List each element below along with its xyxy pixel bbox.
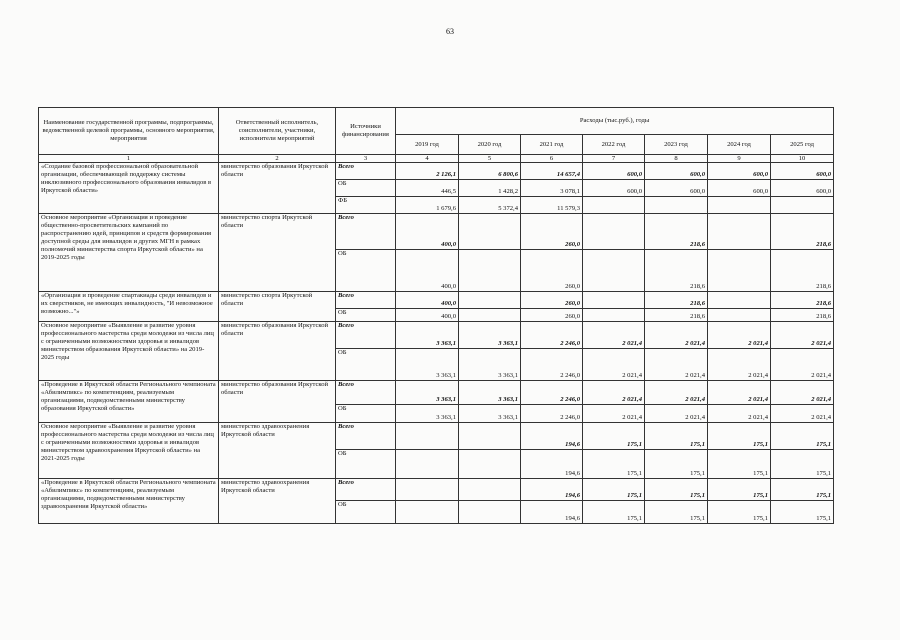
expense-value: 175,1 [771, 501, 834, 524]
expense-value: 3 363,1 [459, 381, 521, 405]
expense-value [459, 250, 521, 292]
expense-value: 260,0 [521, 214, 583, 250]
funding-source: ОБ [336, 501, 396, 524]
expense-value: 218,6 [645, 214, 708, 250]
expense-value: 2 021,4 [645, 322, 708, 349]
expense-value [459, 423, 521, 450]
measure-name: Основное мероприятие «Организация и проведение общественно-просветительских кампаний по распространению идей, принципов и средств формирования доступной среды для инвалидов и других МГН в рамках полномочий министерства спорта Иркутской области» на 2019-2025 годы [39, 214, 219, 292]
year-header: 2023 год [645, 135, 708, 155]
expense-value: 175,1 [708, 501, 771, 524]
funding-source: ОБ [336, 405, 396, 423]
expense-value [459, 309, 521, 322]
expense-value: 175,1 [708, 479, 771, 501]
expense-value: 2 021,4 [583, 405, 645, 423]
expense-value [396, 423, 459, 450]
expense-value [708, 197, 771, 214]
expense-value: 3 363,1 [396, 322, 459, 349]
funding-source: Всего [336, 381, 396, 405]
expense-value: 194,6 [521, 450, 583, 479]
measure-name: «Проведение в Иркутской области Регионального чемпионата «Абилимпикс» по компетенциям, реализуемым организациями, подведомственными министерству здравоохранения Иркутской области» [39, 479, 219, 524]
expense-value: 2 021,4 [583, 322, 645, 349]
expense-value [459, 450, 521, 479]
expense-value [771, 197, 834, 214]
table-row [39, 423, 834, 450]
funding-source: ОБ [336, 180, 396, 197]
expense-value [459, 214, 521, 250]
column-index: 5 [459, 155, 521, 163]
expense-value: 600,0 [708, 163, 771, 180]
header-expenses: Расходы (тыс.руб.), годы [396, 108, 834, 135]
expense-value: 2 246,0 [521, 349, 583, 381]
expense-value: 194,6 [521, 423, 583, 450]
column-index: 2 [219, 155, 336, 163]
expense-value [583, 214, 645, 250]
expense-value: 260,0 [521, 292, 583, 309]
header-executor: Ответственный исполнитель, соисполнители, участники, исполнители мероприятий [219, 108, 336, 155]
column-index: 4 [396, 155, 459, 163]
expense-value: 3 363,1 [459, 405, 521, 423]
executor: министерство здравоохранения Иркутской области [219, 423, 336, 479]
expense-value: 194,6 [521, 479, 583, 501]
expense-value: 260,0 [521, 250, 583, 292]
expense-value [396, 501, 459, 524]
expense-value: 3 363,1 [396, 405, 459, 423]
funding-source: ОБ [336, 349, 396, 381]
expense-value [708, 250, 771, 292]
funding-source: ОБ [336, 450, 396, 479]
expense-value: 175,1 [771, 423, 834, 450]
expense-value: 218,6 [771, 250, 834, 292]
expense-value: 175,1 [583, 423, 645, 450]
executor: министерство образования Иркутской области [219, 163, 336, 214]
funding-source: Всего [336, 214, 396, 250]
expense-value: 2 246,0 [521, 381, 583, 405]
executor: министерство образования Иркутской области [219, 381, 336, 423]
expense-value: 2 021,4 [708, 349, 771, 381]
column-index-row [39, 155, 834, 163]
expense-value: 11 579,3 [521, 197, 583, 214]
expense-value [396, 450, 459, 479]
expense-value: 600,0 [771, 163, 834, 180]
expense-value: 2 126,1 [396, 163, 459, 180]
year-header: 2022 год [583, 135, 645, 155]
expense-value: 175,1 [708, 450, 771, 479]
column-index: 8 [645, 155, 708, 163]
measure-name: Основное мероприятие «Выявление и развитие уровня профессионального мастерства среди молодежи из числа лиц с ограниченными возможностями здоровья и инвалидов министерством здравоохранения Иркутской области» на 2021-2025 годы [39, 423, 219, 479]
expense-value [459, 479, 521, 501]
table-row [39, 292, 834, 309]
executor: министерство образования Иркутской области [219, 322, 336, 381]
funding-source: ФБ [336, 197, 396, 214]
table-row [39, 381, 834, 405]
table-row [39, 163, 834, 180]
funding-source: Всего [336, 163, 396, 180]
expense-value: 400,0 [396, 309, 459, 322]
expense-value: 3 363,1 [459, 322, 521, 349]
expense-value: 5 372,4 [459, 197, 521, 214]
expense-value: 600,0 [771, 180, 834, 197]
expense-value: 218,6 [771, 309, 834, 322]
expense-value: 175,1 [645, 423, 708, 450]
table-row [39, 214, 834, 250]
expense-value: 3 363,1 [459, 349, 521, 381]
expense-value: 175,1 [645, 450, 708, 479]
expense-value: 218,6 [645, 250, 708, 292]
expense-value: 175,1 [771, 479, 834, 501]
expense-value: 2 021,4 [771, 349, 834, 381]
expense-value: 175,1 [708, 423, 771, 450]
expense-value: 1 679,6 [396, 197, 459, 214]
year-header: 2019 год [396, 135, 459, 155]
column-index: 6 [521, 155, 583, 163]
expense-value: 218,6 [645, 292, 708, 309]
expense-value: 600,0 [708, 180, 771, 197]
column-index: 7 [583, 155, 645, 163]
expense-value: 218,6 [645, 309, 708, 322]
header-source: Источники финансирования [336, 108, 396, 155]
expense-value: 175,1 [583, 450, 645, 479]
expense-value: 400,0 [396, 250, 459, 292]
expense-value: 3 078,1 [521, 180, 583, 197]
expense-value: 600,0 [645, 180, 708, 197]
expense-value: 2 021,4 [645, 405, 708, 423]
expense-value: 194,6 [521, 501, 583, 524]
expense-value: 3 363,1 [396, 349, 459, 381]
funding-source: Всего [336, 322, 396, 349]
expense-value: 600,0 [645, 163, 708, 180]
expense-value: 2 021,4 [771, 405, 834, 423]
header-name: Наименование государственной программы, подпрограммы, ведомственной целевой программы, основного мероприятия, мероприятия [39, 108, 219, 155]
expense-value: 3 363,1 [396, 381, 459, 405]
table-body [39, 163, 834, 524]
expense-value: 2 021,4 [771, 381, 834, 405]
expenses-table [38, 107, 834, 524]
expense-value: 2 021,4 [645, 349, 708, 381]
expense-value: 2 246,0 [521, 405, 583, 423]
expense-value [459, 292, 521, 309]
expense-value [708, 214, 771, 250]
expense-value: 175,1 [583, 479, 645, 501]
expense-value: 260,0 [521, 309, 583, 322]
expense-value: 218,6 [771, 214, 834, 250]
expense-value: 400,0 [396, 214, 459, 250]
expense-value: 175,1 [583, 501, 645, 524]
column-index: 10 [771, 155, 834, 163]
year-header: 2024 год [708, 135, 771, 155]
expense-value: 2 021,4 [771, 322, 834, 349]
expense-value: 175,1 [771, 450, 834, 479]
measure-name: Основное мероприятие «Выявление и развитие уровня профессионального мастерства среди молодежи из числа лиц с ограниченными возможностями здоровья и инвалидов министерством образования Иркутской области» на 2019-2025 годы [39, 322, 219, 381]
expense-value [459, 501, 521, 524]
expense-value: 218,6 [771, 292, 834, 309]
executor: министерство спорта Иркутской области [219, 214, 336, 292]
funding-source: Всего [336, 479, 396, 501]
measure-name: «Создание базовой профессиональной образовательной организации, обеспечивающей поддержку системы инклюзивного профессионального образования инвалидов в Иркутской области» [39, 163, 219, 214]
expense-value [708, 292, 771, 309]
funding-source: ОБ [336, 250, 396, 292]
expense-value: 600,0 [583, 180, 645, 197]
expense-value: 2 021,4 [583, 349, 645, 381]
column-index: 9 [708, 155, 771, 163]
expense-value [583, 250, 645, 292]
table-row [39, 322, 834, 349]
expense-value: 2 021,4 [583, 381, 645, 405]
page-number: 63 [446, 27, 454, 36]
expense-value [583, 197, 645, 214]
year-header: 2021 год [521, 135, 583, 155]
year-header: 2025 год [771, 135, 834, 155]
expense-value [708, 309, 771, 322]
funding-source: ОБ [336, 309, 396, 322]
expense-value: 2 021,4 [708, 381, 771, 405]
table-row [39, 479, 834, 501]
expense-value [583, 292, 645, 309]
expense-value: 400,0 [396, 292, 459, 309]
column-index: 1 [39, 155, 219, 163]
expense-value: 1 428,2 [459, 180, 521, 197]
funding-source: Всего [336, 423, 396, 450]
expense-value: 175,1 [645, 501, 708, 524]
executor: министерство здравоохранения Иркутской области [219, 479, 336, 524]
funding-source: Всего [336, 292, 396, 309]
expense-value: 446,5 [396, 180, 459, 197]
column-index: 3 [336, 155, 396, 163]
measure-name: «Организация и проведение спартакиады среди инвалидов и их сверстников, не имеющих инвалидность, "И невозможное возможно..."» [39, 292, 219, 322]
measure-name: «Проведение в Иркутской области Регионального чемпионата «Абилимпикс» по компетенциям, реализуемым организациями, подведомственными министерству образования Иркутской области» [39, 381, 219, 423]
expense-value: 2 021,4 [708, 405, 771, 423]
expense-value: 6 800,6 [459, 163, 521, 180]
executor: министерство спорта Иркутской области [219, 292, 336, 322]
expense-value: 600,0 [583, 163, 645, 180]
expense-value [396, 479, 459, 501]
expense-value [583, 309, 645, 322]
expense-value: 2 021,4 [645, 381, 708, 405]
expense-value: 2 021,4 [708, 322, 771, 349]
expense-value [645, 197, 708, 214]
expense-value: 2 246,0 [521, 322, 583, 349]
expense-value: 14 657,4 [521, 163, 583, 180]
expense-value: 175,1 [645, 479, 708, 501]
year-header: 2020 год [459, 135, 521, 155]
